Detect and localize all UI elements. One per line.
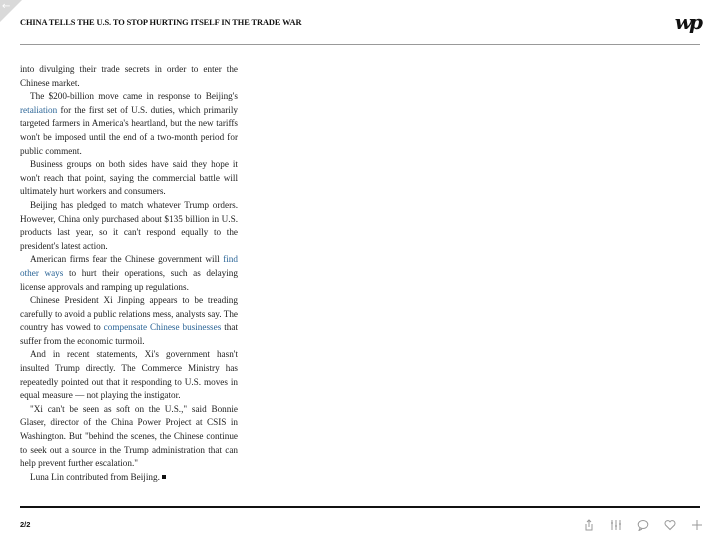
plus-icon[interactable] bbox=[683, 516, 710, 534]
washington-post-logo: wp bbox=[674, 10, 700, 34]
paragraph-6-text-b: that suffer from the economic turmoil. bbox=[20, 322, 239, 346]
paragraph-3: Business groups on both sides have said they hope it won't reach that point, saying the commercial battle will ultimately hurt workers and consumers. bbox=[20, 159, 238, 197]
share-icon[interactable] bbox=[575, 516, 602, 534]
paragraph-5 bbox=[20, 253, 238, 294]
paragraph-2 bbox=[20, 90, 238, 158]
link-find-other-ways[interactable]: find other ways bbox=[20, 254, 238, 278]
paragraph-4: Beijing has pledged to match whatever Trump orders. However, China only purchased about $135 billion in U.S. products last year, so it can't respond equally to the president's latest action. bbox=[20, 199, 238, 251]
article-headline: CHINA TELLS THE U.S. TO STOP HURTING ITSELF IN THE TRADE WAR bbox=[20, 18, 302, 27]
paragraph-2-text-a: The $200-billion move came in response to Beijing's bbox=[30, 91, 238, 102]
article-toolbar bbox=[575, 516, 710, 534]
paragraph-5-text-a: American firms fear the Chinese government will bbox=[30, 254, 224, 265]
paragraph-2-text-b: for the first set of U.S. duties, which primarily targeted farmers in America's heartland, but the new tariffs won't be imposed until the end of a two-month period for public comment. bbox=[20, 104, 238, 156]
text-settings-icon[interactable] bbox=[602, 516, 629, 534]
heart-icon[interactable] bbox=[656, 516, 683, 534]
article-header bbox=[20, 10, 700, 45]
link-compensate-chinese-businesses[interactable]: compensate Chinese businesses bbox=[103, 322, 222, 333]
page-indicator: 2/2 bbox=[20, 520, 31, 529]
comment-icon[interactable] bbox=[629, 516, 656, 534]
paragraph-8: "Xi can't be seen as soft on the U.S.," said Bonnie Glaser, director of the China Power Project at CSIS in Washington. But "behind the scenes, the Chinese continue to seek out a source in the Trump administration that can help prevent further escalation." bbox=[20, 403, 238, 469]
link-retaliation[interactable]: retaliation bbox=[20, 104, 58, 115]
paragraph-7: And in recent statements, Xi's government hasn't insulted Trump directly. The Commerce Ministry has repeatedly pointed out that it responding to U.S. moves in equal measure — not playing the instigator. bbox=[20, 349, 238, 401]
end-mark-icon bbox=[162, 475, 166, 479]
paragraph-1: into divulging their trade secrets in order to enter the Chinese market. bbox=[20, 64, 238, 88]
back-arrow-icon[interactable]: ← bbox=[2, 1, 11, 12]
paragraph-6-text-a: Chinese President Xi Jinping appears to be treading carefully to avoid a public relations mess, analysts say. The country has vowed to bbox=[20, 295, 238, 333]
footer-rule bbox=[20, 506, 700, 508]
article-body bbox=[20, 63, 238, 484]
paragraph-5-text-b: to hurt their operations, such as delaying license approvals and ramping up regulations. bbox=[20, 267, 238, 292]
paragraph-6 bbox=[20, 294, 238, 348]
paragraph-9-text: Luna Lin contributed from Beijing. bbox=[30, 471, 160, 482]
paragraph-9 bbox=[20, 471, 238, 485]
